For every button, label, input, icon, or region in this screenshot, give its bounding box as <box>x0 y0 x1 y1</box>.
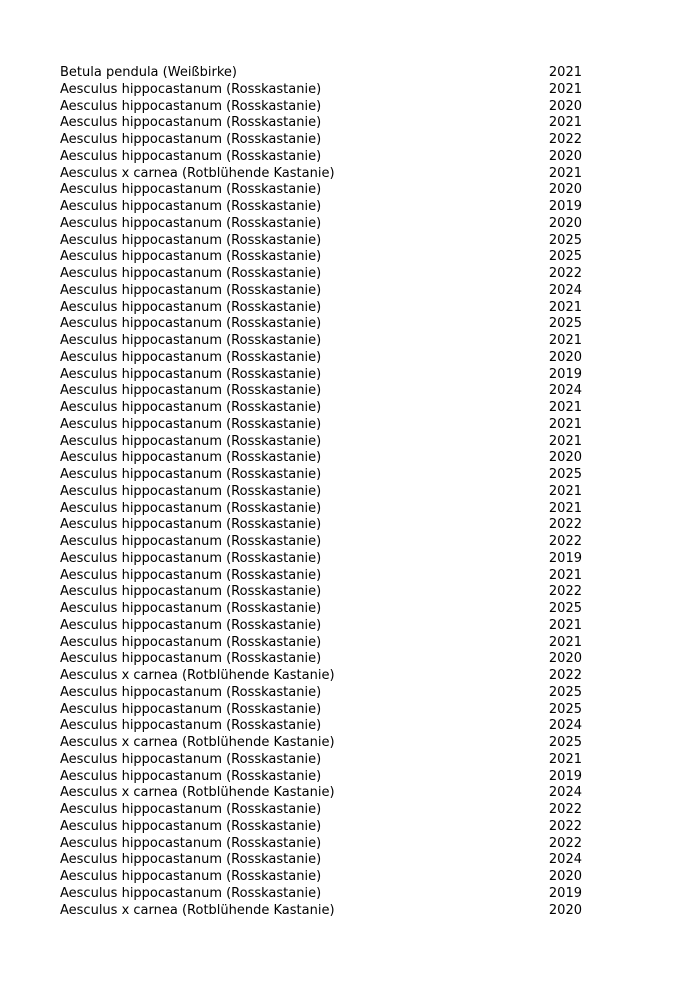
species-name: Aesculus hippocastanum (Rosskastanie) <box>60 684 322 700</box>
table-row <box>60 484 590 501</box>
year-value: 2022 <box>548 534 582 549</box>
year-value: 2021 <box>548 500 582 516</box>
table-row <box>60 752 590 769</box>
year-value: 2021 <box>548 617 582 633</box>
species-name: Aesculus hippocastanum (Rosskastanie) <box>60 467 322 482</box>
year-value: 2021 <box>548 483 582 499</box>
table-row <box>60 836 590 853</box>
species-name: Aesculus hippocastanum (Rosskastanie) <box>60 567 322 583</box>
year-value: 2022 <box>548 517 582 533</box>
species-name: Aesculus x carnea (Rotblühende Kastanie) <box>60 902 335 918</box>
table-row <box>60 501 590 518</box>
table-row <box>60 300 590 317</box>
species-name: Aesculus hippocastanum (Rosskastanie) <box>60 651 322 667</box>
species-name: Aesculus hippocastanum (Rosskastanie) <box>60 534 322 549</box>
year-value: 2025 <box>548 684 582 700</box>
year-value: 2021 <box>548 433 582 449</box>
species-name: Aesculus x carnea (Rotblühende Kastanie) <box>60 165 335 181</box>
year-value: 2021 <box>548 400 582 415</box>
table-row <box>60 467 590 484</box>
table-row <box>60 450 590 467</box>
table-row <box>60 568 590 585</box>
year-value: 2025 <box>548 601 582 616</box>
year-value: 2021 <box>548 567 582 583</box>
year-value: 2024 <box>548 785 582 801</box>
species-name: Aesculus hippocastanum (Rosskastanie) <box>60 333 322 348</box>
species-name: Aesculus hippocastanum (Rosskastanie) <box>60 601 322 616</box>
year-value: 2022 <box>548 132 582 147</box>
table-row <box>60 316 590 333</box>
species-name: Aesculus hippocastanum (Rosskastanie) <box>60 450 322 466</box>
table-row <box>60 283 590 300</box>
table-row <box>60 769 590 786</box>
year-value: 2021 <box>548 115 582 131</box>
table-row <box>60 216 590 233</box>
species-name: Aesculus hippocastanum (Rosskastanie) <box>60 182 322 198</box>
species-name: Aesculus hippocastanum (Rosskastanie) <box>60 818 322 834</box>
year-value: 2024 <box>548 383 582 399</box>
table-row <box>60 869 590 886</box>
species-name: Aesculus hippocastanum (Rosskastanie) <box>60 383 322 399</box>
year-value: 2024 <box>548 282 582 298</box>
species-name: Aesculus hippocastanum (Rosskastanie) <box>60 852 322 868</box>
species-name: Aesculus hippocastanum (Rosskastanie) <box>60 316 322 332</box>
species-name: Aesculus hippocastanum (Rosskastanie) <box>60 634 322 650</box>
year-value: 2020 <box>548 215 582 231</box>
species-name: Aesculus hippocastanum (Rosskastanie) <box>60 81 322 97</box>
species-name: Aesculus hippocastanum (Rosskastanie) <box>60 701 322 717</box>
species-name: Aesculus hippocastanum (Rosskastanie) <box>60 500 322 516</box>
species-name: Aesculus hippocastanum (Rosskastanie) <box>60 400 322 415</box>
table-row <box>60 903 590 920</box>
table-row <box>60 400 590 417</box>
table-row <box>60 785 590 802</box>
table-row <box>60 249 590 266</box>
year-value: 2020 <box>548 651 582 667</box>
species-name: Aesculus hippocastanum (Rosskastanie) <box>60 869 322 884</box>
species-name: Betula pendula (Weißbirke) <box>60 65 237 80</box>
year-value: 2020 <box>548 450 582 466</box>
table-row <box>60 166 590 183</box>
year-value: 2021 <box>548 416 582 432</box>
year-value: 2019 <box>548 768 582 784</box>
year-value: 2021 <box>548 81 582 97</box>
species-name: Aesculus hippocastanum (Rosskastanie) <box>60 282 322 298</box>
table-row <box>60 517 590 534</box>
species-name: Aesculus x carnea (Rotblühende Kastanie) <box>60 735 335 750</box>
table-row <box>60 82 590 99</box>
table-row <box>60 668 590 685</box>
year-value: 2025 <box>548 735 582 750</box>
year-value: 2021 <box>548 165 582 181</box>
table-row <box>60 819 590 836</box>
year-value: 2025 <box>548 232 582 248</box>
year-value: 2022 <box>548 835 582 851</box>
year-value: 2020 <box>548 182 582 198</box>
table-row <box>60 685 590 702</box>
year-value: 2020 <box>548 869 582 884</box>
species-name: Aesculus hippocastanum (Rosskastanie) <box>60 299 322 315</box>
table-row <box>60 383 590 400</box>
year-value: 2020 <box>548 148 582 164</box>
table-row <box>60 601 590 618</box>
year-value: 2025 <box>548 467 582 482</box>
table-row <box>60 534 590 551</box>
species-name: Aesculus hippocastanum (Rosskastanie) <box>60 433 322 449</box>
year-value: 2019 <box>548 550 582 566</box>
year-value: 2022 <box>548 802 582 817</box>
year-value: 2021 <box>548 333 582 348</box>
year-value: 2021 <box>548 65 582 80</box>
table-row <box>60 65 590 82</box>
year-value: 2024 <box>548 852 582 868</box>
year-value: 2019 <box>548 199 582 214</box>
table-row <box>60 584 590 601</box>
species-name: Aesculus hippocastanum (Rosskastanie) <box>60 98 322 114</box>
year-value: 2024 <box>548 718 582 734</box>
species-name: Aesculus hippocastanum (Rosskastanie) <box>60 751 322 767</box>
table-row <box>60 233 590 250</box>
species-name: Aesculus hippocastanum (Rosskastanie) <box>60 768 322 784</box>
table-row <box>60 802 590 819</box>
species-name: Aesculus hippocastanum (Rosskastanie) <box>60 517 322 533</box>
species-name: Aesculus hippocastanum (Rosskastanie) <box>60 416 322 432</box>
species-name: Aesculus hippocastanum (Rosskastanie) <box>60 115 322 131</box>
species-name: Aesculus hippocastanum (Rosskastanie) <box>60 483 322 499</box>
table-row <box>60 417 590 434</box>
species-year-list <box>60 65 590 919</box>
table-row <box>60 735 590 752</box>
year-value: 2025 <box>548 701 582 717</box>
table-row <box>60 718 590 735</box>
year-value: 2020 <box>548 902 582 918</box>
table-row <box>60 702 590 719</box>
table-row <box>60 149 590 166</box>
table-row <box>60 199 590 216</box>
year-value: 2021 <box>548 751 582 767</box>
table-row <box>60 115 590 132</box>
species-name: Aesculus hippocastanum (Rosskastanie) <box>60 885 322 901</box>
year-value: 2019 <box>548 366 582 382</box>
year-value: 2021 <box>548 634 582 650</box>
year-value: 2022 <box>548 584 582 600</box>
species-name: Aesculus hippocastanum (Rosskastanie) <box>60 132 322 147</box>
species-name: Aesculus hippocastanum (Rosskastanie) <box>60 835 322 851</box>
year-value: 2019 <box>548 885 582 901</box>
year-value: 2021 <box>548 299 582 315</box>
species-name: Aesculus hippocastanum (Rosskastanie) <box>60 550 322 566</box>
table-row <box>60 551 590 568</box>
year-value: 2022 <box>548 818 582 834</box>
table-row <box>60 618 590 635</box>
table-row <box>60 434 590 451</box>
species-name: Aesculus hippocastanum (Rosskastanie) <box>60 349 322 365</box>
table-row <box>60 99 590 116</box>
species-name: Aesculus hippocastanum (Rosskastanie) <box>60 718 322 734</box>
table-row <box>60 132 590 149</box>
species-name: Aesculus hippocastanum (Rosskastanie) <box>60 584 322 600</box>
table-row <box>60 651 590 668</box>
year-value: 2022 <box>548 668 582 683</box>
species-name: Aesculus hippocastanum (Rosskastanie) <box>60 802 322 817</box>
year-value: 2020 <box>548 98 582 114</box>
table-row <box>60 350 590 367</box>
species-name: Aesculus hippocastanum (Rosskastanie) <box>60 249 322 265</box>
table-row <box>60 367 590 384</box>
year-value: 2025 <box>548 316 582 332</box>
table-row <box>60 333 590 350</box>
year-value: 2022 <box>548 266 582 281</box>
table-row <box>60 852 590 869</box>
species-name: Aesculus x carnea (Rotblühende Kastanie) <box>60 668 335 683</box>
species-name: Aesculus hippocastanum (Rosskastanie) <box>60 199 322 214</box>
species-name: Aesculus hippocastanum (Rosskastanie) <box>60 617 322 633</box>
species-name: Aesculus hippocastanum (Rosskastanie) <box>60 148 322 164</box>
year-value: 2020 <box>548 349 582 365</box>
table-row <box>60 266 590 283</box>
table-row <box>60 635 590 652</box>
species-name: Aesculus hippocastanum (Rosskastanie) <box>60 232 322 248</box>
species-name: Aesculus hippocastanum (Rosskastanie) <box>60 266 322 281</box>
year-value: 2025 <box>548 249 582 265</box>
table-row <box>60 886 590 903</box>
species-name: Aesculus hippocastanum (Rosskastanie) <box>60 366 322 382</box>
species-name: Aesculus x carnea (Rotblühende Kastanie) <box>60 785 335 801</box>
species-name: Aesculus hippocastanum (Rosskastanie) <box>60 215 322 231</box>
table-row <box>60 182 590 199</box>
